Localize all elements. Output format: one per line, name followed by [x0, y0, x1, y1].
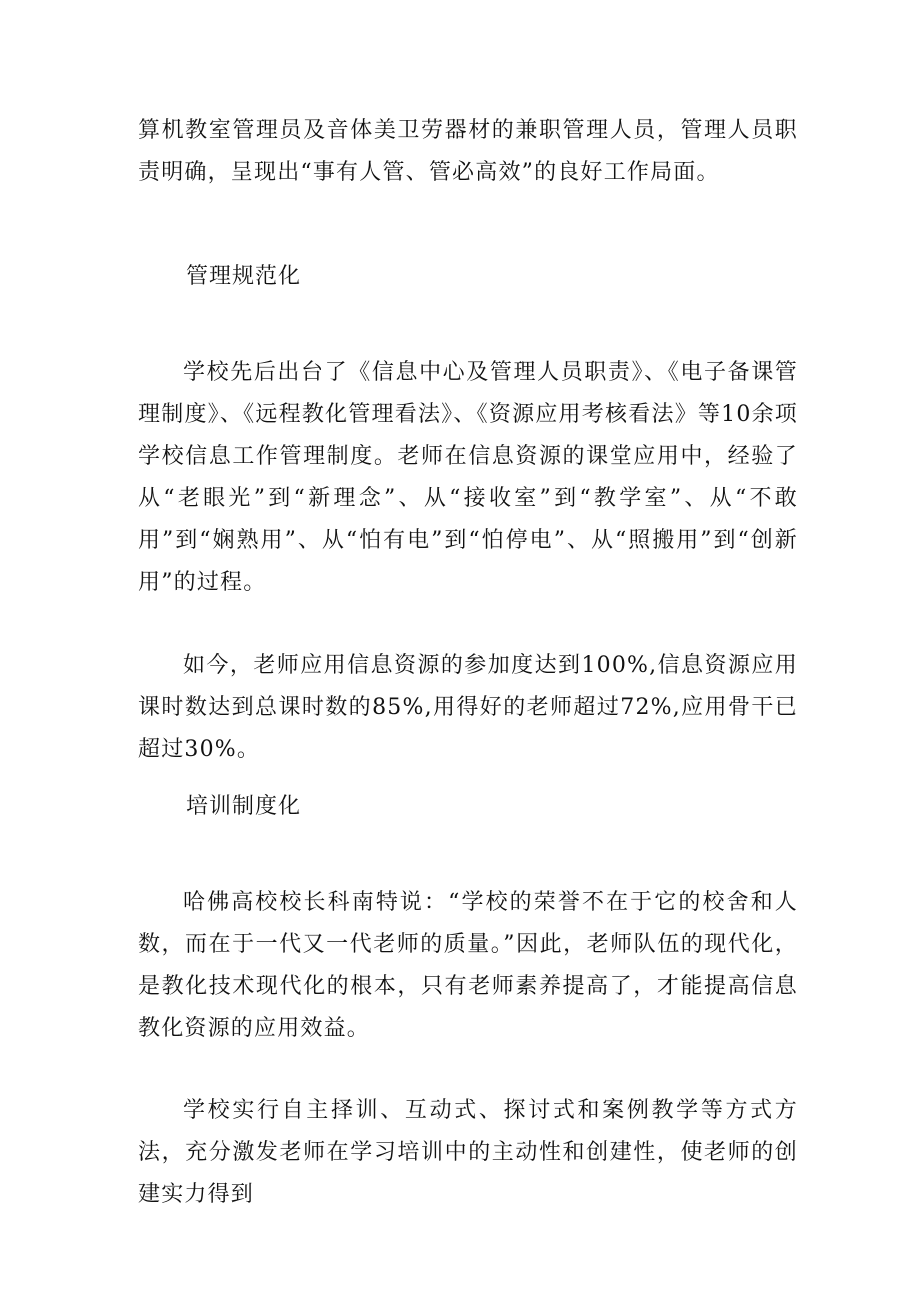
paragraph-quote: 哈佛高校校长科南特说：“学校的荣誉不在于它的校舍和人数，而在于一代又一代老师的质量。”因此，老师队伍的现代化，是教化技术现代化的根本，只有老师素养提高了，才能提高信息教化资源的应用效益。 [138, 890, 798, 1041]
paragraph-regulations: 学校先后出台了《信息中心及管理人员职责》、《电子备课管理制度》、《远程教化管理看法》、《资源应用考核看法》等10余项学校信息工作管理制度。老师在信息资源的课堂应用中，经验了从“老眼光”到“新理念”、从“接收室”到“教学室”、从“不敢用”到“娴熟用”、从“怕有电”到“怕停电”、从“照搬用”到“创新用”的过程。 [138, 360, 798, 595]
section-heading-training: 培训制度化 [186, 794, 302, 819]
section-heading-management: 管理规范化 [186, 264, 302, 289]
paragraph-methods: 学校实行自主择训、互动式、探讨式和案例教学等方式方法，充分激发老师在学习培训中的主动性和创建性，使老师的创建实力得到 [138, 1098, 798, 1207]
paragraph-intro: 算机教室管理员及音体美卫劳器材的兼职管理人员，管理人员职责明确，呈现出“事有人管、管必高效”的良好工作局面。 [138, 118, 798, 185]
paragraph-statistics: 如今，老师应用信息资源的参加度达到100%,信息资源应用课时数达到总课时数的85%,用得好的老师超过72%,应用骨干已超过30%。 [138, 653, 798, 762]
